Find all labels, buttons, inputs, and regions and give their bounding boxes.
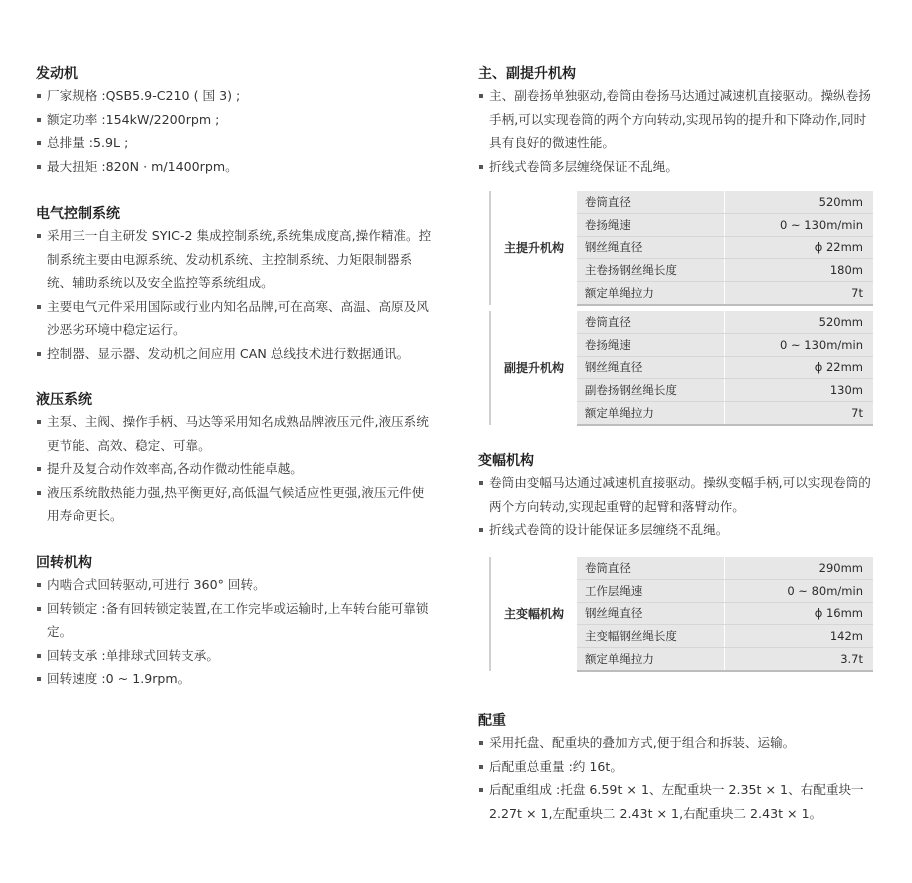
section-title: 配重: [478, 713, 506, 729]
list-item: 回转支承 :单排球式回转支承。: [36, 644, 436, 668]
list-item: 主要电气元件采用国际或行业内知名品牌,可在高寒、高温、高原及风沙恶劣环境中稳定运行。: [36, 295, 436, 342]
table-cell-value: 0 ~ 130m/min: [725, 213, 873, 236]
list-item: 厂家规格 :QSB5.9-C210 ( 国 3) ;: [36, 84, 436, 108]
engine-section: [36, 64, 436, 178]
list-item: 提升及复合动作效率高,各动作微动性能卓越。: [36, 457, 436, 481]
list-item: 额定功率 :154kW/2200rpm ;: [36, 108, 436, 132]
aux-hoist-table: [478, 311, 878, 426]
table-group-label: 副提升机构: [490, 311, 577, 425]
list-item: 后配重组成 :托盘 6.59t × 1、左配重块一 2.35t × 1、右配重块一 2.27t × 1,左配重块二 2.43t × 1,右配重块二 2.43t × 1。: [478, 778, 878, 825]
table-cell-label: 卷筒直径: [577, 557, 725, 579]
list-item: 折线式卷筒多层缠绕保证不乱绳。: [478, 155, 878, 179]
section-title: 液压系统: [36, 392, 92, 408]
table-cell-value: ϕ 22mm: [725, 356, 873, 379]
table-cell-value: 520mm: [725, 191, 873, 213]
table-cell-label: 卷扬绳速: [577, 213, 725, 236]
table-cell-label: 钢丝绳直径: [577, 602, 725, 625]
list-item: 总排量 :5.9L ;: [36, 131, 436, 155]
list-item: 折线式卷筒的设计能保证多层缠绕不乱绳。: [478, 518, 878, 542]
list-item: 后配重总重量 :约 16t。: [478, 755, 878, 779]
hydraulic-section: [36, 390, 436, 528]
table-cell-label: 工作层绳速: [577, 579, 725, 602]
table-cell-value: 520mm: [725, 311, 873, 333]
table-cell-label: 钢丝绳直径: [577, 356, 725, 379]
hoist-section: [478, 64, 878, 178]
table-cell-label: 副卷扬钢丝绳长度: [577, 379, 725, 402]
section-title: 回转机构: [36, 555, 92, 571]
table-cell-label: 额定单绳拉力: [577, 402, 725, 425]
luffing-section: [478, 451, 878, 542]
table-cell-value: 0 ~ 80m/min: [725, 579, 873, 602]
slewing-section: [36, 553, 436, 691]
table-cell-value: 142m: [725, 625, 873, 648]
counterweight-section: [478, 711, 878, 825]
list-item: 采用三一自主研发 SYIC-2 集成控制系统,系统集成度高,操作精准。控制系统主要由电源系统、发动机系统、主控制系统、力矩限制器系统、辅助系统以及安全监控等系统组成。: [36, 224, 436, 295]
list-item: 回转速度 :0 ~ 1.9rpm。: [36, 667, 436, 691]
table-cell-value: 0 ~ 130m/min: [725, 333, 873, 356]
list-item: 控制器、显示器、发动机之间应用 CAN 总线技术进行数据通讯。: [36, 342, 436, 366]
table-cell-label: 钢丝绳直径: [577, 236, 725, 259]
table-cell-value: 130m: [725, 379, 873, 402]
list-item: 主泵、主阀、操作手柄、马达等采用知名成熟品牌液压元件,液压系统更节能、高效、稳定、可靠。: [36, 410, 436, 457]
main-hoist-table: [478, 191, 878, 306]
table-cell-value: 7t: [725, 282, 873, 305]
table-group-label: 主变幅机构: [490, 557, 577, 671]
table-cell-value: 180m: [725, 259, 873, 282]
list-item: 回转锁定 :备有回转锁定装置,在工作完毕或运输时,上车转台能可靠锁定。: [36, 597, 436, 644]
table-cell-value: 3.7t: [725, 648, 873, 671]
section-title: 电气控制系统: [36, 206, 120, 222]
table-cell-value: 7t: [725, 402, 873, 425]
table-cell-label: 主变幅钢丝绳长度: [577, 625, 725, 648]
table-cell-label: 卷筒直径: [577, 191, 725, 213]
table-cell-value: ϕ 16mm: [725, 602, 873, 625]
table-cell-label: 卷筒直径: [577, 311, 725, 333]
electric-section: [36, 204, 436, 365]
table-cell-label: 卷扬绳速: [577, 333, 725, 356]
table-group-label: 主提升机构: [490, 191, 577, 305]
section-title: 变幅机构: [478, 453, 534, 469]
list-item: 最大扭矩 :820N · m/1400rpm。: [36, 155, 436, 179]
table-cell-value: 290mm: [725, 557, 873, 579]
list-item: 主、副卷扬单独驱动,卷筒由卷扬马达通过减速机直接驱动。操纵卷扬手柄,可以实现卷筒的两个方向转动,实现吊钩的提升和下降动作,同时具有良好的微速性能。: [478, 84, 878, 155]
list-item: 液压系统散热能力强,热平衡更好,高低温气候适应性更强,液压元件使用寿命更长。: [36, 481, 436, 528]
luffing-table: [478, 557, 878, 672]
list-item: 采用托盘、配重块的叠加方式,便于组合和拆装、运输。: [478, 731, 878, 755]
table-cell-label: 主卷扬钢丝绳长度: [577, 259, 725, 282]
table-cell-label: 额定单绳拉力: [577, 282, 725, 305]
table-cell-label: 额定单绳拉力: [577, 648, 725, 671]
list-item: 内啮合式回转驱动,可进行 360° 回转。: [36, 573, 436, 597]
list-item: 卷筒由变幅马达通过减速机直接驱动。操纵变幅手柄,可以实现卷筒的两个方向转动,实现起重臂的起臂和落臂动作。: [478, 471, 878, 518]
section-title: 主、副提升机构: [478, 66, 576, 82]
section-title: 发动机: [36, 66, 78, 82]
table-cell-value: ϕ 22mm: [725, 236, 873, 259]
